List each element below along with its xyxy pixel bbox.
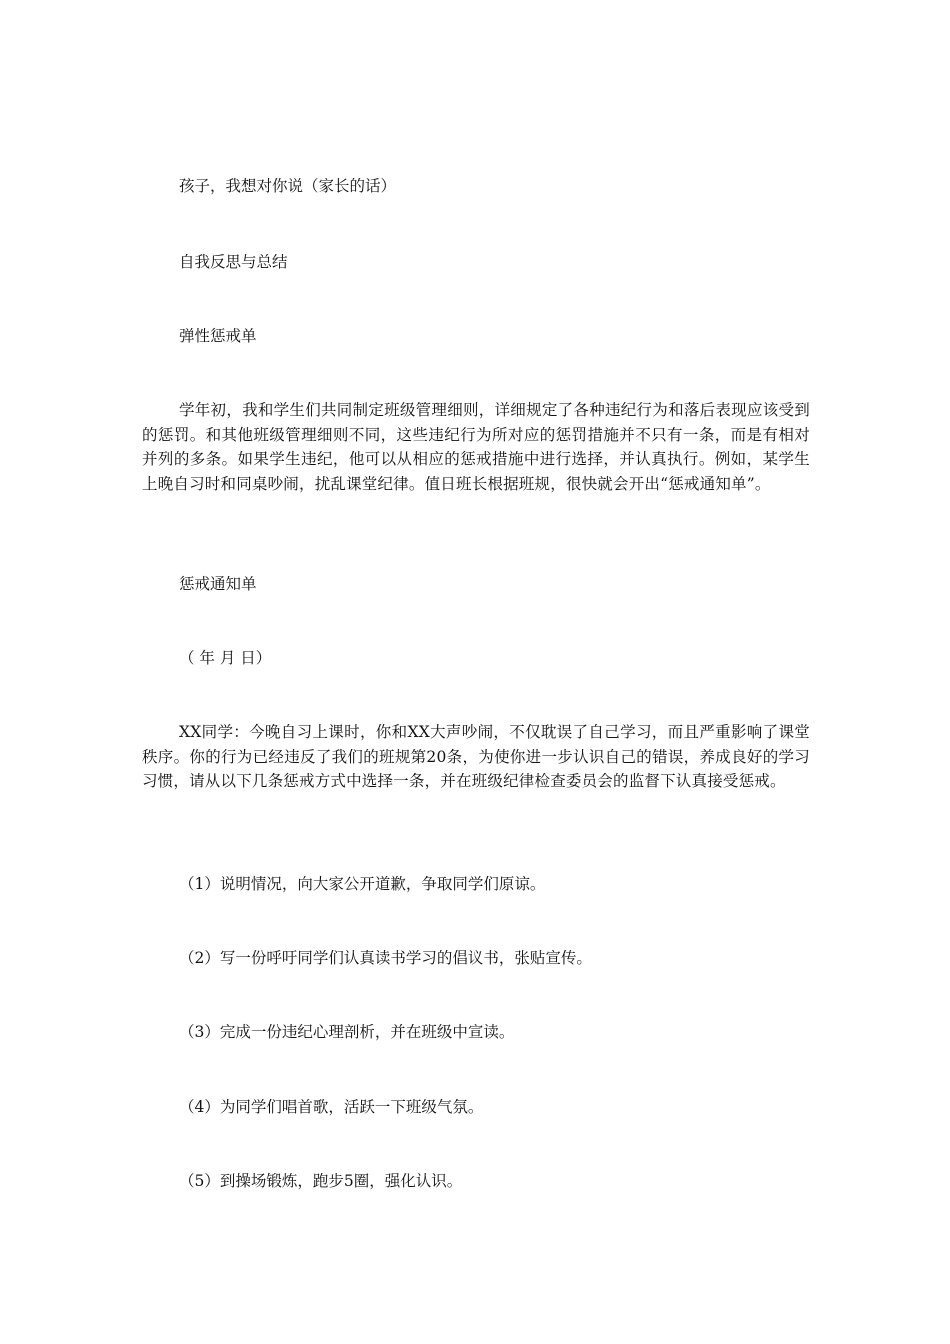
option-item: （4）为同学们唱首歌，活跃一下班级气氛。	[179, 1098, 484, 1116]
option-item: （2）写一份呼吁同学们认真读书学习的倡议书，张贴宣传。	[179, 949, 592, 967]
option-item: （1）说明情况，向大家公开道歉，争取同学们原谅。	[179, 875, 546, 893]
notice-paragraph: XX同学：今晚自习上课时，你和XX大声吵闹，不仅耽误了自己学习，而且严重影响了课堂秩序。你的行为已经违反了我们的班规第20条，为使你进一步认识自己的错误，养成良好的学习习惯，请从以下几条惩戒方式中选择一条，并在班级纪律检查委员会的监督下认真接受惩戒。	[142, 723, 810, 790]
option-item: （3）完成一份违纪心理剖析，并在班级中宣读。	[179, 1023, 515, 1041]
heading-parent-words: 孩子，我想对你说（家长的话）	[179, 177, 397, 195]
heading-flexible-punishment: 弹性惩戒单	[179, 327, 257, 345]
heading-punishment-notice: 惩戒通知单	[179, 575, 257, 593]
date-line: （ 年 月 日）	[179, 649, 272, 667]
intro-paragraph: 学年初，我和学生们共同制定班级管理细则，详细规定了各种违纪行为和落后表现应该受到的惩罚。和其他班级管理细则不同，这些违纪行为所对应的惩罚措施并不只有一条，而是有相对并列的多条。如果学生违纪，他可以从相应的惩戒措施中进行选择，并认真执行。例如，某学生上晚自习时和同桌吵闹，扰乱课堂纪律。值日班长根据班规，很快就会开出“惩戒通知单”。	[142, 401, 810, 493]
heading-self-reflection: 自我反思与总结	[179, 253, 288, 271]
option-item: （5）到操场锻炼，跑步5圈，强化认识。	[179, 1172, 463, 1190]
